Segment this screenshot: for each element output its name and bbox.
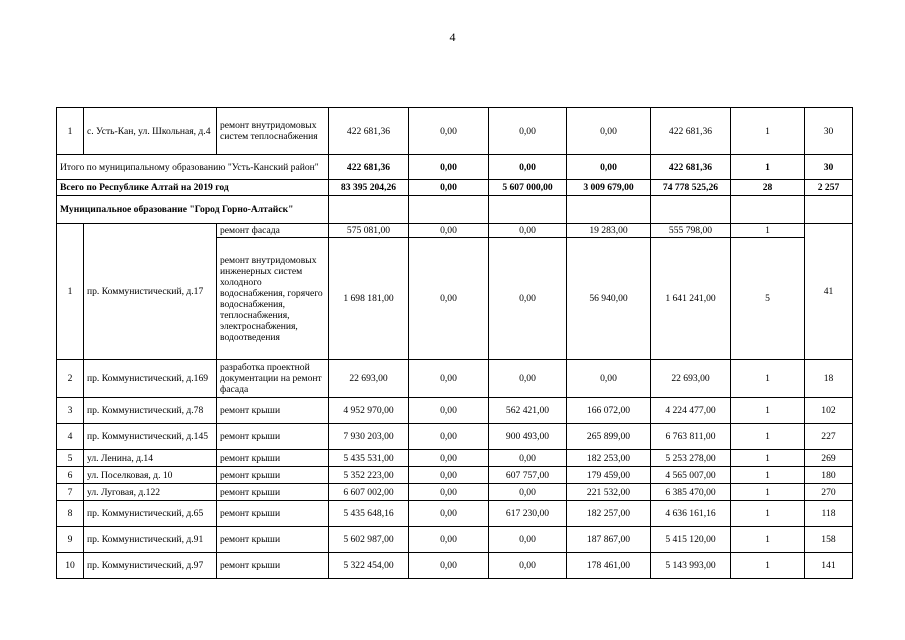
empty-cell	[489, 196, 567, 224]
table-row	[57, 467, 853, 484]
address-cell: пр. Коммунистический, д.145	[84, 424, 217, 450]
address-cell: ул. Ленина, д.14	[84, 450, 217, 467]
table-row	[57, 484, 853, 501]
row-number: 3	[57, 398, 84, 424]
work-type-cell: ремонт крыши	[217, 398, 329, 424]
year-cell: 269	[805, 450, 853, 467]
table-row	[57, 360, 853, 398]
municipal-budget-cell: 0,00	[567, 360, 651, 398]
republic-budget-cell: 617 230,00	[489, 501, 567, 527]
count-cell: 5	[731, 238, 805, 360]
address-cell: пр. Коммунистический, д.65	[84, 501, 217, 527]
year-cell: 30	[805, 108, 853, 155]
table-row	[57, 224, 853, 238]
fund-cell: 0,00	[409, 424, 489, 450]
empty-cell	[567, 196, 651, 224]
fund-cell: 0,00	[409, 484, 489, 501]
total-cost-cell: 5 602 987,00	[329, 527, 409, 553]
owners-funds-cell: 4 565 007,00	[651, 467, 731, 484]
subtotal-row	[57, 155, 853, 180]
year-cell: 270	[805, 484, 853, 501]
total-cost-cell: 83 395 204,26	[329, 180, 409, 196]
count-cell: 28	[731, 180, 805, 196]
count-cell: 1	[731, 108, 805, 155]
work-type-cell: разработка проектной документации на ремонт фасада	[217, 360, 329, 398]
year-cell: 227	[805, 424, 853, 450]
row-number: 1	[57, 108, 84, 155]
republic-budget-cell: 0,00	[489, 450, 567, 467]
table-row	[57, 501, 853, 527]
table-row	[57, 424, 853, 450]
work-type-cell: ремонт фасада	[217, 224, 329, 238]
total-cost-cell: 4 952 970,00	[329, 398, 409, 424]
republic-budget-cell: 0,00	[489, 224, 567, 238]
year-cell: 158	[805, 527, 853, 553]
address-cell: ул. Луговая, д.122	[84, 484, 217, 501]
republic-budget-cell: 0,00	[489, 155, 567, 180]
owners-funds-cell: 1 641 241,00	[651, 238, 731, 360]
work-type-cell: ремонт крыши	[217, 467, 329, 484]
table-row	[57, 553, 853, 579]
republic-budget-cell: 5 607 000,00	[489, 180, 567, 196]
fund-cell: 0,00	[409, 180, 489, 196]
fund-cell: 0,00	[409, 450, 489, 467]
owners-funds-cell: 6 763 811,00	[651, 424, 731, 450]
year-cell: 118	[805, 501, 853, 527]
total-cost-cell: 422 681,36	[329, 155, 409, 180]
municipal-budget-cell: 178 461,00	[567, 553, 651, 579]
fund-cell: 0,00	[409, 501, 489, 527]
total-cost-cell: 5 352 223,00	[329, 467, 409, 484]
fund-cell: 0,00	[409, 553, 489, 579]
row-number: 9	[57, 527, 84, 553]
row-number: 10	[57, 553, 84, 579]
fund-cell: 0,00	[409, 467, 489, 484]
total-cost-cell: 5 322 454,00	[329, 553, 409, 579]
republic-budget-cell: 0,00	[489, 527, 567, 553]
table-row	[57, 527, 853, 553]
republic-budget-cell: 607 757,00	[489, 467, 567, 484]
address-cell: с. Усть-Кан, ул. Школьная, д.4	[84, 108, 217, 155]
year-cell: 102	[805, 398, 853, 424]
owners-funds-cell: 422 681,36	[651, 155, 731, 180]
count-cell: 1	[731, 467, 805, 484]
year-cell: 180	[805, 467, 853, 484]
empty-cell	[651, 196, 731, 224]
address-cell: ул. Поселковая, д. 10	[84, 467, 217, 484]
count-cell: 1	[731, 450, 805, 467]
address-cell: пр. Коммунистический, д.169	[84, 360, 217, 398]
repair-program-table	[56, 107, 853, 579]
grand-total-row	[57, 180, 853, 196]
municipal-budget-cell: 187 867,00	[567, 527, 651, 553]
subtotal-label: Итого по муниципальному образованию "Усть-Канский район"	[57, 155, 329, 180]
owners-funds-cell: 4 636 161,16	[651, 501, 731, 527]
count-cell: 1	[731, 424, 805, 450]
fund-cell: 0,00	[409, 155, 489, 180]
work-type-cell: ремонт внутридомовых систем теплоснабжения	[217, 108, 329, 155]
work-type-cell: ремонт крыши	[217, 484, 329, 501]
municipality-header-row	[57, 196, 853, 224]
empty-cell	[731, 196, 805, 224]
total-cost-cell: 5 435 531,00	[329, 450, 409, 467]
year-cell: 30	[805, 155, 853, 180]
municipal-budget-cell: 182 253,00	[567, 450, 651, 467]
count-cell: 1	[731, 484, 805, 501]
municipal-budget-cell: 265 899,00	[567, 424, 651, 450]
address-cell: пр. Коммунистический, д.97	[84, 553, 217, 579]
row-number: 7	[57, 484, 84, 501]
year-cell: 2 257	[805, 180, 853, 196]
municipal-budget-cell: 0,00	[567, 108, 651, 155]
republic-budget-cell: 0,00	[489, 484, 567, 501]
total-cost-cell: 22 693,00	[329, 360, 409, 398]
grand-total-label: Всего по Республике Алтай на 2019 год	[57, 180, 329, 196]
row-number: 5	[57, 450, 84, 467]
municipal-budget-cell: 179 459,00	[567, 467, 651, 484]
fund-cell: 0,00	[409, 527, 489, 553]
owners-funds-cell: 5 143 993,00	[651, 553, 731, 579]
address-cell: пр. Коммунистический, д.17	[84, 224, 217, 360]
owners-funds-cell: 22 693,00	[651, 360, 731, 398]
count-cell: 1	[731, 224, 805, 238]
fund-cell: 0,00	[409, 224, 489, 238]
municipal-budget-cell: 19 283,00	[567, 224, 651, 238]
table-row	[57, 450, 853, 467]
republic-budget-cell: 900 493,00	[489, 424, 567, 450]
row-number: 4	[57, 424, 84, 450]
republic-budget-cell: 0,00	[489, 108, 567, 155]
row-number: 6	[57, 467, 84, 484]
owners-funds-cell: 5 415 120,00	[651, 527, 731, 553]
page-number: 4	[449, 30, 456, 44]
total-cost-cell: 7 930 203,00	[329, 424, 409, 450]
table-row	[57, 398, 853, 424]
municipal-budget-cell: 0,00	[567, 155, 651, 180]
address-cell: пр. Коммунистический, д.91	[84, 527, 217, 553]
owners-funds-cell: 422 681,36	[651, 108, 731, 155]
work-type-cell: ремонт крыши	[217, 424, 329, 450]
republic-budget-cell: 0,00	[489, 360, 567, 398]
count-cell: 1	[731, 527, 805, 553]
count-cell: 1	[731, 360, 805, 398]
row-number: 1	[57, 224, 84, 360]
empty-cell	[409, 196, 489, 224]
owners-funds-cell: 4 224 477,00	[651, 398, 731, 424]
municipal-budget-cell: 221 532,00	[567, 484, 651, 501]
row-number: 8	[57, 501, 84, 527]
empty-cell	[329, 196, 409, 224]
table-row	[57, 108, 853, 155]
empty-cell	[805, 196, 853, 224]
count-cell: 1	[731, 155, 805, 180]
count-cell: 1	[731, 398, 805, 424]
municipality-label: Муниципальное образование "Город Горно-Алтайск"	[57, 196, 329, 224]
year-cell: 41	[805, 224, 853, 360]
count-cell: 1	[731, 501, 805, 527]
work-type-cell: ремонт крыши	[217, 527, 329, 553]
total-cost-cell: 1 698 181,00	[329, 238, 409, 360]
total-cost-cell: 575 081,00	[329, 224, 409, 238]
municipal-budget-cell: 166 072,00	[567, 398, 651, 424]
work-type-cell: ремонт крыши	[217, 450, 329, 467]
republic-budget-cell: 0,00	[489, 238, 567, 360]
work-type-cell: ремонт крыши	[217, 553, 329, 579]
work-type-cell: ремонт крыши	[217, 501, 329, 527]
total-cost-cell: 6 607 002,00	[329, 484, 409, 501]
republic-budget-cell: 0,00	[489, 553, 567, 579]
owners-funds-cell: 74 778 525,26	[651, 180, 731, 196]
total-cost-cell: 422 681,36	[329, 108, 409, 155]
fund-cell: 0,00	[409, 238, 489, 360]
fund-cell: 0,00	[409, 398, 489, 424]
municipal-budget-cell: 3 009 679,00	[567, 180, 651, 196]
year-cell: 18	[805, 360, 853, 398]
year-cell: 141	[805, 553, 853, 579]
work-type-cell: ремонт внутридомовых инженерных систем холодного водоснабжения, горячего водоснабжения, теплоснабжения, электроснабжения, водоотведения	[217, 238, 329, 360]
owners-funds-cell: 5 253 278,00	[651, 450, 731, 467]
fund-cell: 0,00	[409, 360, 489, 398]
address-cell: пр. Коммунистический, д.78	[84, 398, 217, 424]
row-number: 2	[57, 360, 84, 398]
municipal-budget-cell: 182 257,00	[567, 501, 651, 527]
total-cost-cell: 5 435 648,16	[329, 501, 409, 527]
owners-funds-cell: 555 798,00	[651, 224, 731, 238]
republic-budget-cell: 562 421,00	[489, 398, 567, 424]
count-cell: 1	[731, 553, 805, 579]
fund-cell: 0,00	[409, 108, 489, 155]
owners-funds-cell: 6 385 470,00	[651, 484, 731, 501]
municipal-budget-cell: 56 940,00	[567, 238, 651, 360]
